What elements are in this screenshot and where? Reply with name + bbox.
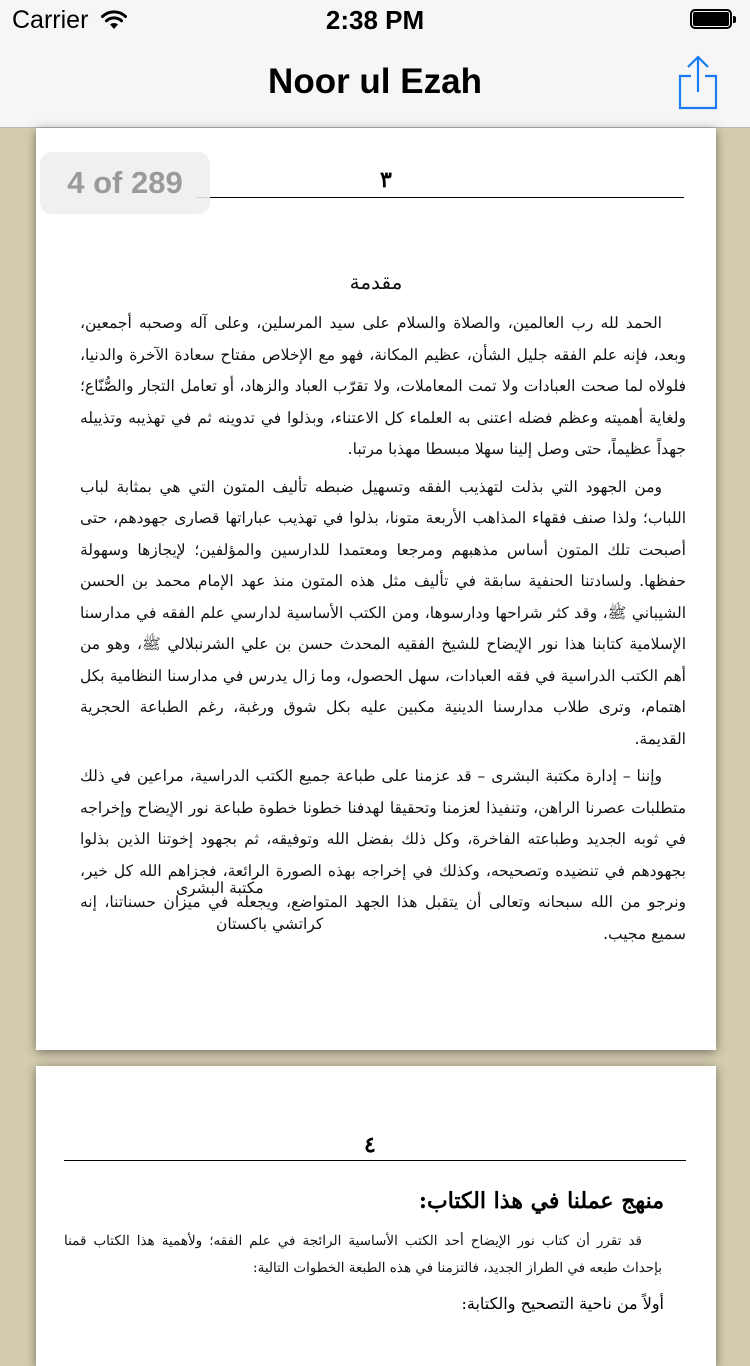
status-bar	[0, 0, 750, 40]
paragraph: ومن الجهود التي بذلت لتهذيب الفقه وتسهيل ضبطه تأليف المتون التي هي بمثابة لباب اللباب؛ ولذا صنف فقهاء المذاهب الأربعة متونا، بذلوا في تهذيب عباراتها قصارى جهودهم، حتى أصبحت تلك المتون أساس مذهبهم ومرجعا ومعتمدا للدارسين والمؤلفين؛ لإيجازها وسهولة حفظها. ولسادتنا الحنفية سابقة في تأليف مثل هذه المتون منذ عهد الإمام محمد بن الحسن الشيباني ﷺ، وقد كثر شراحها ودارسوها، ومن الكتب الأساسية لدارسي علم الفقه في مدارسنا الإسلامية كتابنا هذا نور الإيضاح للشيخ الفقيه المحدث حسن بن علي الشرنبلالي ﷺ، وهو من أهم الكتب الدراسية في فقه العبادات، سهل الحصول، وما زال يدرس في مدارسنا النظامية بكل اهتمام، وترى طلاب مدارسنا الدينية مكبين عليه بكل شوق ورغبة، رغم الطباعة الحجرية القديمة.	[80, 477, 686, 748]
paragraph: الحمد لله رب العالمين، والصلاة والسلام على سيد المرسلين، وعلى آله وصحبه أجمعين، وبعد، فإنه علم الفقه جليل الشأن، عظيم المكانة، فهو مع الإخلاص مفتاح سعادة الآخرة والدنيا، فلولاه لما صحت العبادات ولا تمت المعاملات، ولا تقرّب العباد والزهاد، أو تعامل التجار والصُّنّاع؛ ولغاية أهميته وعظم فضله اعتنى به العلماء كل الاعتناء، وبذلوا في تدوينه ثم في تهذيبه وتذييله جهداً عظيماً، حتى وصل إلينا سهلا مبسطا مهذبا مرتبا.	[80, 314, 686, 458]
page-number: ٣	[380, 167, 392, 193]
page-title: Noor ul Ezah	[268, 62, 482, 101]
section-heading: منهج عملنا في هذا الكتاب:	[418, 1188, 664, 1214]
document-page	[36, 128, 716, 1050]
subsection-heading: أولاً من ناحية التصحيح والكتابة:	[461, 1294, 664, 1313]
page-indicator: 4 of 289	[40, 152, 210, 214]
page-body	[80, 308, 686, 956]
status-time: 2:38 PM	[325, 5, 425, 35]
signature-line: كراتشي باكستان	[216, 915, 324, 933]
carrier-label: Carrier	[12, 6, 89, 34]
share-icon[interactable]	[676, 54, 720, 110]
paragraph: قد تقرر أن كتاب نور الإيضاح أحد الكتب الأساسية الرائجة في علم الفقه؛ ولأهمية هذا الكتاب قمنا بإحداث طبعه في الطراز الجديد، فالتزمنا في هذه الطبعة الخطوات التالية:	[64, 1233, 662, 1276]
page-body	[64, 1228, 662, 1292]
page-heading: مقدمة	[349, 270, 403, 294]
signature-block	[176, 870, 376, 942]
page-header-rule	[64, 1132, 686, 1161]
signature-line: مكتبة البشرى	[176, 879, 264, 897]
battery-icon	[690, 9, 738, 31]
navigation-bar	[0, 0, 750, 128]
document-page	[36, 1066, 716, 1366]
page-number: ٤	[364, 1132, 376, 1158]
page-header-rule	[196, 167, 684, 198]
paragraph: وإننا – إدارة مكتبة البشرى – قد عزمنا على طباعة جميع الكتب الدراسية، مراعين في ذلك متطلبات عصرنا الراهن، وتنفيذا لعزمنا وتحقيقا لهدفنا خطونا خطوة طباعة نور الإيضاح وإخراجه في ثوبه الجديد وطباعته الفاخرة، وكل ذلك بفضل الله وتوفيقه، ثم بجهود إخوتنا الذين بذلوا بجهودهم في تنضيده وتصحيحه، وكذلك في إخراجه بهذه الصورة الرائعة، فجزاهم الله كل خير، ونرجو من الله سبحانه وتعالى أن يتقبل هذا الجهد المتواضع، ويجعله في ميزان حسناتنا، إنه سميع مجيب.	[80, 767, 686, 943]
